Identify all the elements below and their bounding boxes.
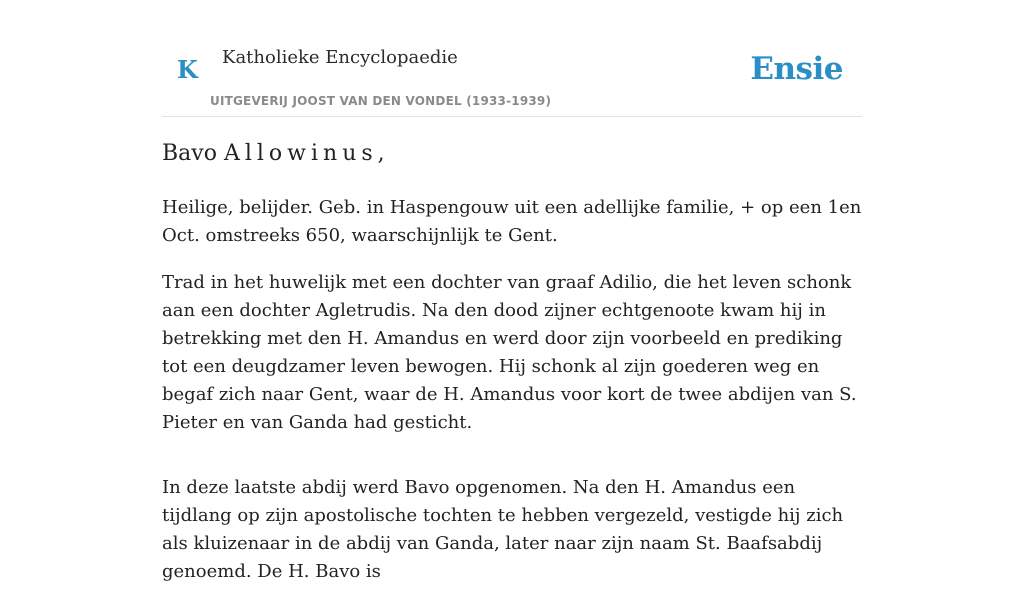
publisher-label: UITGEVERIJ JOOST VAN DEN VONDEL (1933-1939) xyxy=(210,94,552,108)
article-title-first: Bavo xyxy=(162,141,217,166)
article-title xyxy=(162,138,867,170)
encyclopedia-title-link[interactable]: Katholieke Encyclopaedie xyxy=(222,47,458,68)
encyclopedia-logo-icon[interactable]: K xyxy=(177,55,198,84)
article-paragraph: Trad in het huwelijk met een dochter van graaf Adilio, die het leven schonk aan een dochter Agletrudis. Na den dood zijner echtgenoote kwam hij in betrekking met den H. Amandus en werd door zijn voorbeeld en prediking tot een deugdzamer leven bewogen. Hij schonk al zijn goederen weg en begaf zich naar Gent, waar de H. Amandus voor kort de twee abdijen van S. Pieter en van Ganda had gesticht. xyxy=(162,272,857,433)
ensie-brand-logo[interactable]: Ensie xyxy=(750,51,843,87)
article-paragraph: In deze laatste abdij werd Bavo opgenomen. Na den H. Amandus een tijdlang op zijn apostolische tochten te hebben vergezeld, vestigde hij zich als kluizenaar in de abdij van Ganda, later naar zijn naam St. Baafsabdij genoemd. De H. Bavo is xyxy=(162,477,844,582)
site-header xyxy=(162,0,862,117)
article-title-second: Allowinus, xyxy=(223,141,390,166)
article-paragraph: Heilige, belijder. Geb. in Haspengouw uit een adellijke familie, + op een 1en Oct. omstreeks 650, waarschijnlijk te Gent. xyxy=(162,197,862,246)
article-content xyxy=(162,138,867,605)
